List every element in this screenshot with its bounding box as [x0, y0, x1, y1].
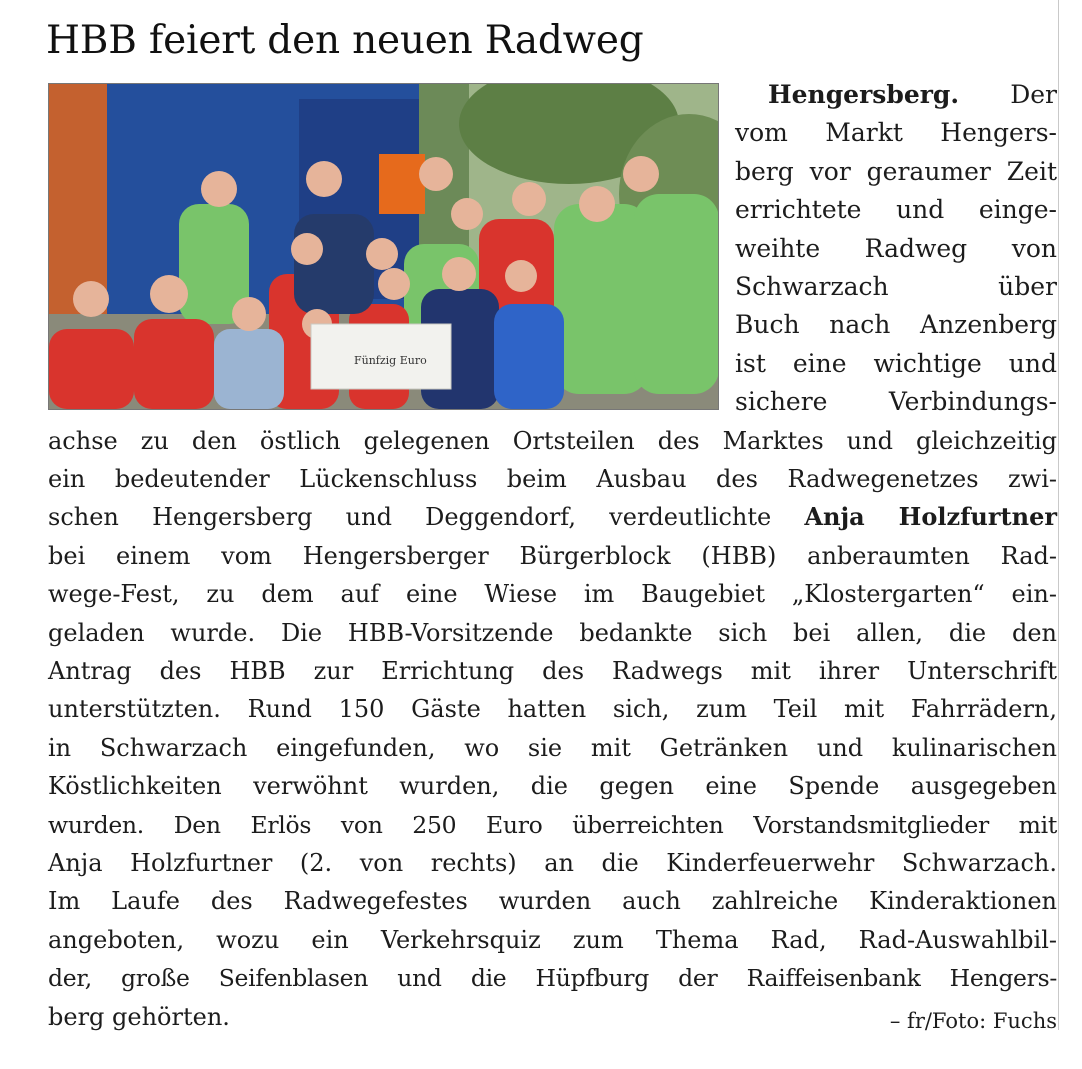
text-line: der, große Seifenblasen und die Hüpfburg der Raiffeisenbank Hengers- [48, 964, 1057, 993]
group-photo-illustration [49, 84, 718, 409]
column-rule [1058, 0, 1059, 1030]
text-line: schen Hengersberg und Deggendorf, verdeutlichte Anja Holzfurtner [48, 502, 1057, 532]
dateline: Hengersberg. [768, 80, 960, 109]
text-line: angeboten, wozu ein Verkehrsquiz zum Thema Rad, Rad-Auswahlbil- [48, 925, 1057, 954]
text-line: ist eine wichtige und [735, 348, 1057, 378]
text-line: Buch nach Anzenberg [735, 310, 1057, 340]
text-line: Hengersberg. Der [735, 76, 1057, 114]
text-line: Antrag des HBB zur Errichtung des Radwegs mit ihrer Unterschrift [48, 657, 1057, 685]
text-line: Im Laufe des Radwegefestes wurden auch zahlreiche Kinderaktionen [48, 887, 1057, 916]
check-text: Fünfzig Euro [354, 354, 427, 367]
text-line: geladen wurde. Die HBB-Vorsitzende bedankte sich bei allen, die den [48, 618, 1057, 647]
person-name: Anja Holzfurtner [804, 502, 1057, 532]
text-line: bei einem vom Hengersberger Bürgerblock (HBB) anberaumten Rad- [48, 541, 1057, 570]
photo-credit: – fr/Foto: Fuchs [889, 1009, 1057, 1033]
headline: HBB feiert den neuen Radweg [46, 18, 644, 63]
text-line: unterstützten. Rund 150 Gäste hatten sich, zum Teil mit Fahrrädern, [48, 695, 1057, 724]
text-line: weihte Radweg von [735, 233, 1057, 263]
text-line: ein bedeutender Lückenschluss beim Ausbau des Radwegenetzes zwi- [48, 465, 1057, 493]
article-photo [48, 83, 719, 410]
text-line: wurden. Den Erlös von 250 Euro überreichten Vorstandsmitglieder mit [48, 810, 1057, 839]
text-line: wege-Fest, zu dem auf eine Wiese im Baugebiet „Klostergarten“ ein- [48, 580, 1057, 609]
text-line: berg gehörten. [48, 1002, 230, 1031]
text-line: Anja Holzfurtner (2. von rechts) an die Kinderfeuerwehr Schwarzach. [48, 849, 1057, 877]
text-line: achse zu den östlich gelegenen Ortsteilen des Marktes und gleichzeitig [48, 426, 1057, 455]
text-line: berg vor geraumer Zeit [735, 156, 1057, 186]
text-line: errichtete und einge- [735, 195, 1057, 225]
text-line: in Schwarzach eingefunden, wo sie mit Getränken und kulinarischen [48, 733, 1057, 762]
text-line: sichere Verbindungs- [735, 387, 1057, 417]
text-line: vom Markt Hengers- [735, 118, 1057, 148]
text-line: Schwarzach über [735, 272, 1057, 301]
text-line: Köstlichkeiten verwöhnt wurden, die gegen eine Spende ausgegeben [48, 772, 1057, 801]
